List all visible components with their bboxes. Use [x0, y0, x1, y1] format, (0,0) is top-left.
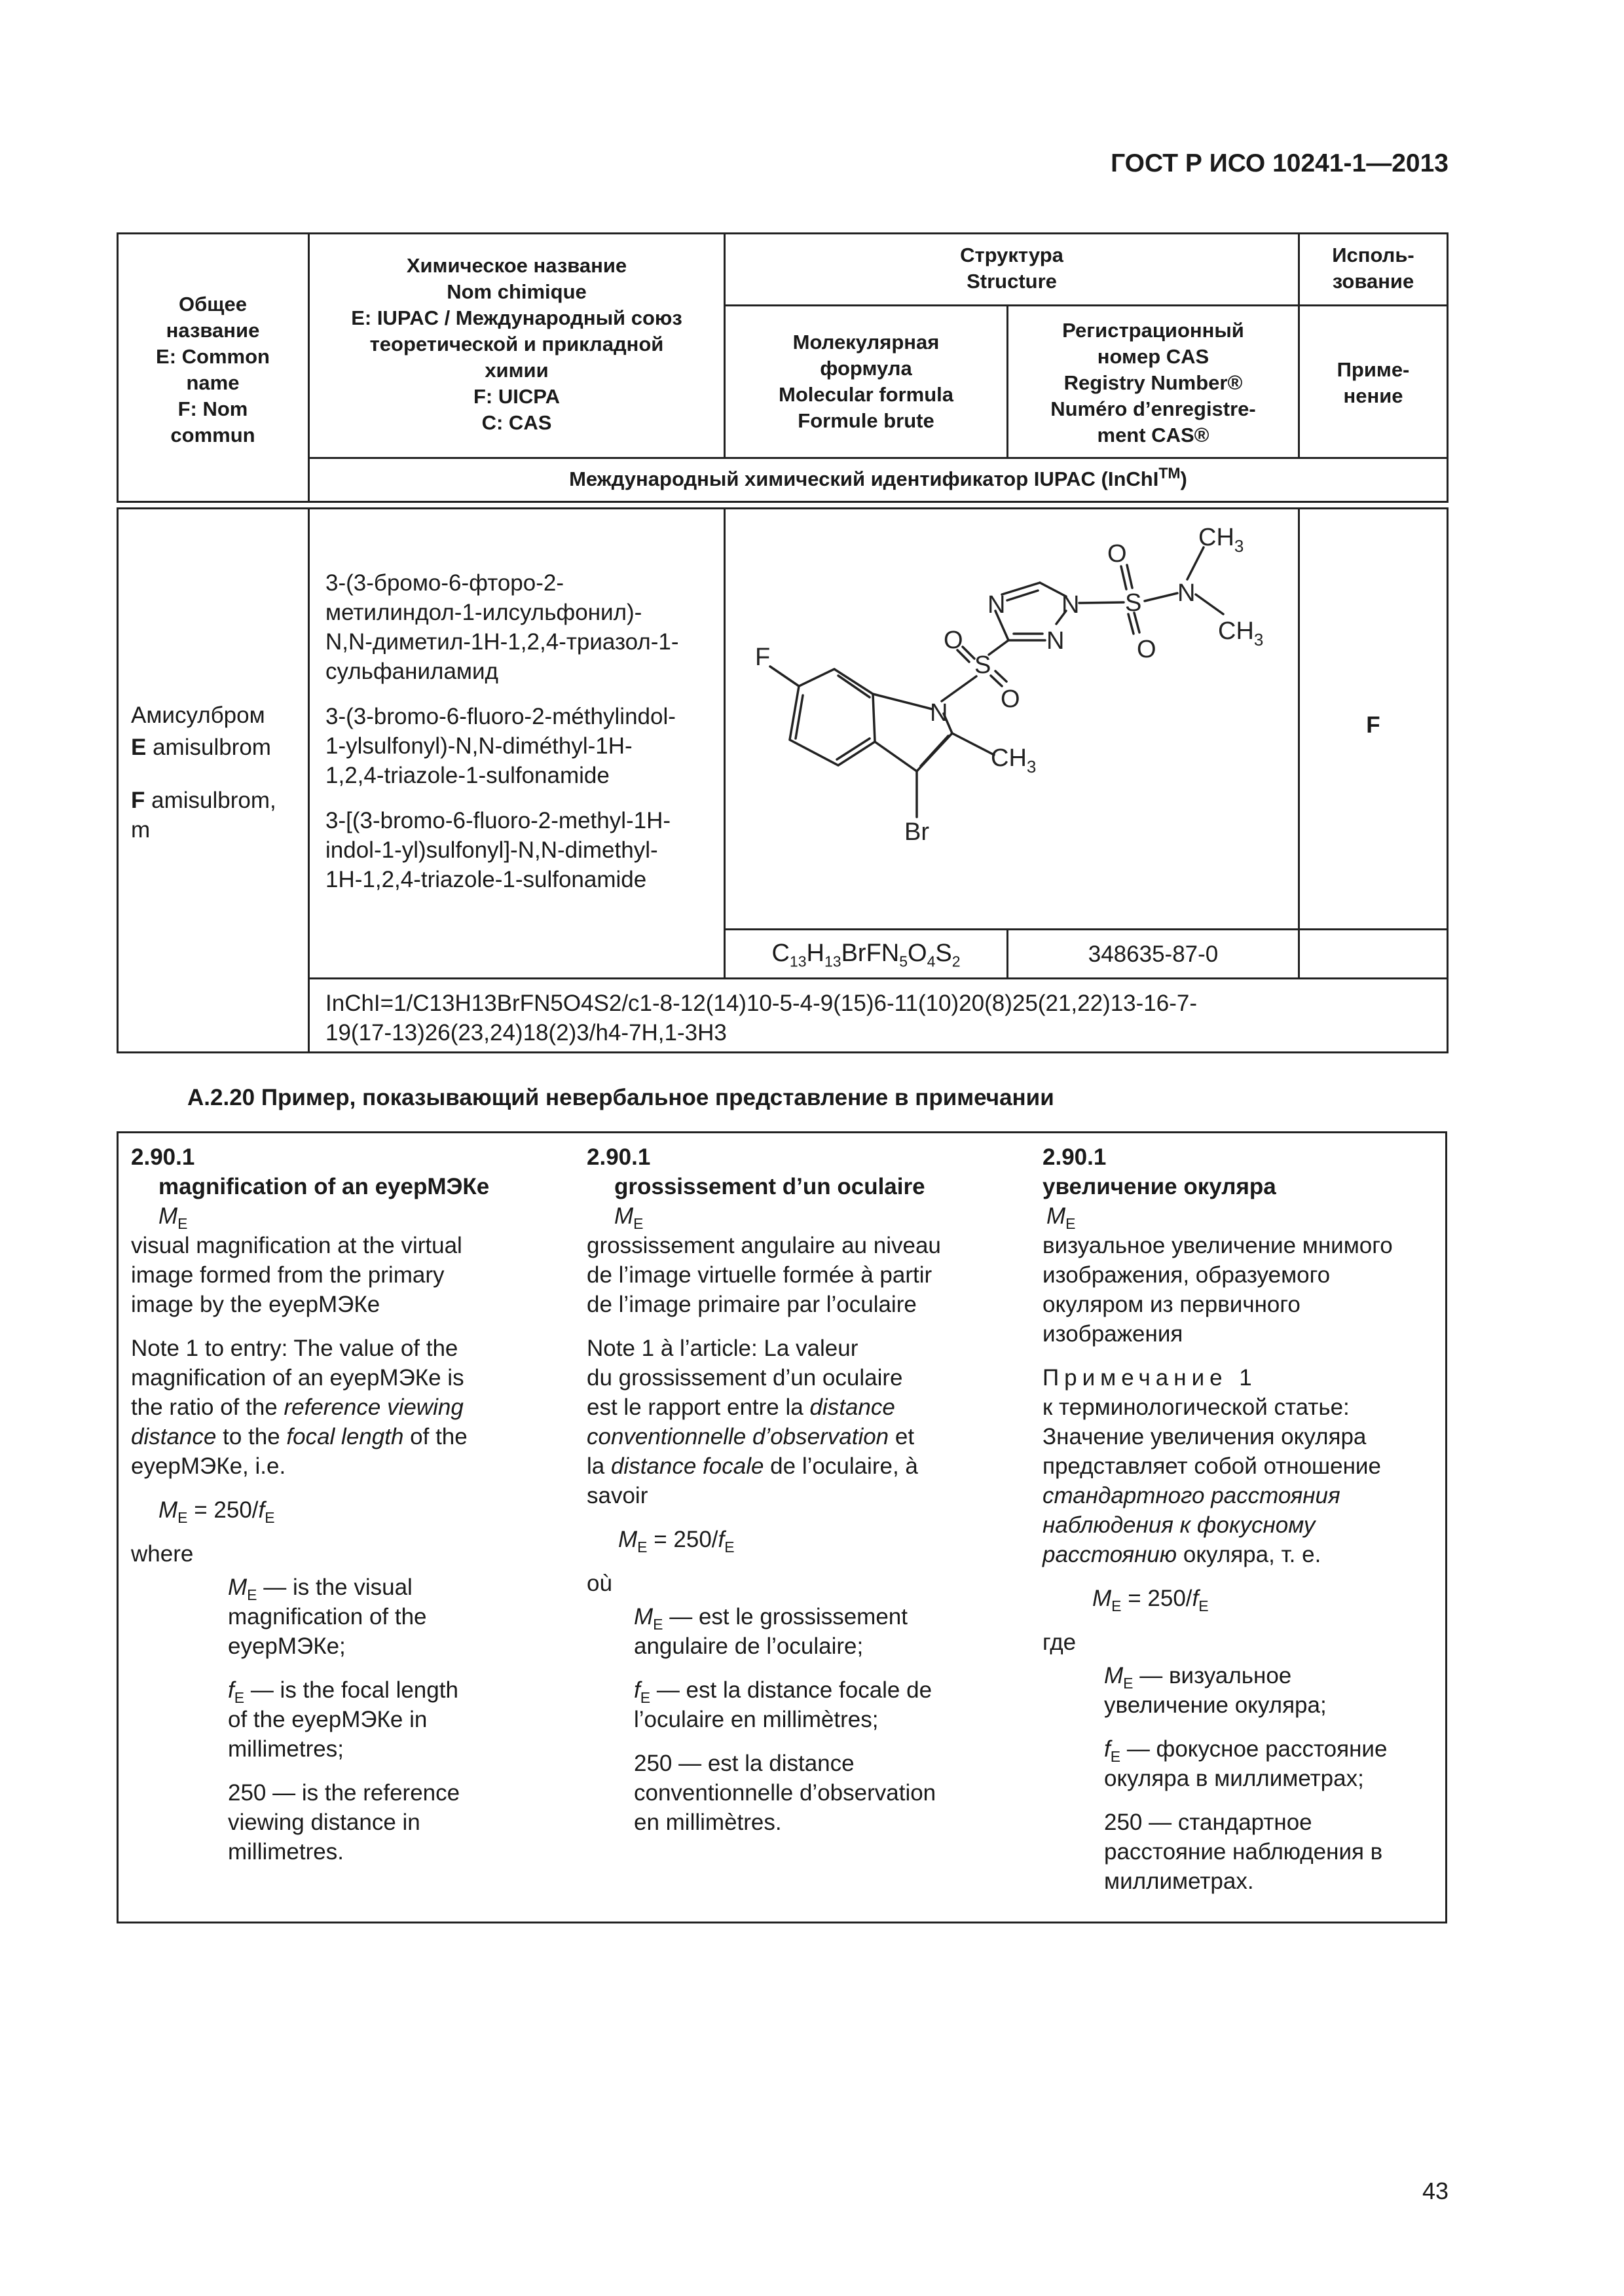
note-line: magnification of an eyepМЭКe is — [131, 1365, 464, 1391]
def-line: visual magnification at the virtual — [131, 1233, 462, 1258]
item-line: viewing distance in — [228, 1810, 420, 1835]
label-ch3-right: $CH_3$ — [1218, 617, 1264, 649]
label-o-mid2: O — [1001, 685, 1020, 713]
entry-symbol: $M_E$ — [158, 1203, 188, 1232]
header-line: Исполь- — [1332, 244, 1414, 266]
def-line: grossissement angulaire au niveau — [587, 1233, 941, 1258]
header-line: Registry Number® — [1063, 371, 1243, 394]
entry-number: 2.90.1 — [131, 1144, 195, 1170]
header-line: теоретической и прикладной — [369, 333, 664, 355]
common-name-fr — [131, 786, 303, 815]
item-line: millimetres. — [228, 1839, 344, 1865]
note-italic: focal length — [286, 1424, 404, 1449]
common-name-ru: Амисулбром — [131, 702, 265, 728]
label-s-top: S — [1125, 589, 1142, 617]
header-line: Numéro d’enregistre- — [1050, 397, 1256, 420]
name-line: 3-(3-bromo-6-fluoro-2-méthylindol- — [325, 704, 676, 729]
header-line: Химическое название — [406, 254, 627, 277]
name-line: 1-ylsulfonyl)-N,N-diméthyl-1H- — [325, 733, 633, 759]
entry-number: 2.90.1 — [1043, 1144, 1107, 1170]
entry-symbol: $M_E$ — [1046, 1203, 1076, 1232]
column-ru — [1043, 1142, 1442, 1896]
note-line: к терминологической статье: — [1043, 1394, 1350, 1420]
name-line: 3-(3-бромо-6-фторо-2- — [325, 570, 564, 596]
usage-cell: F — [1366, 712, 1380, 738]
entry-term: увеличение окуляра — [1043, 1174, 1276, 1199]
def-line: de l’image virtuelle formée à partir — [587, 1262, 932, 1288]
def-line: изображения, образуемого — [1043, 1262, 1331, 1288]
entry-definition — [131, 1231, 550, 1319]
lang-prefix: F — [131, 788, 145, 813]
note-line: представляет собой отношение — [1043, 1453, 1381, 1479]
label-n-tri-left: N — [987, 591, 1006, 619]
where-item: $M_E$ — визуальное увеличение окуляра; — [1104, 1663, 1327, 1718]
where-item — [1043, 1808, 1442, 1896]
chemical-name-en — [325, 806, 718, 894]
item-line: eyepМЭКe; — [228, 1633, 346, 1659]
label-f: F — [755, 644, 771, 671]
header-line: Регистрационный — [1062, 319, 1244, 342]
note-line: est le rapport entre la — [587, 1394, 810, 1420]
label-br: Br — [904, 818, 929, 846]
note-italic: расстоянию — [1043, 1542, 1177, 1567]
entry-symbol: $M_E$ — [614, 1203, 644, 1232]
section-title: А.2.20 Пример, показывающий невербальное представление в примечании — [187, 1085, 1054, 1110]
entry-note — [131, 1334, 550, 1481]
header-line: E: Common — [156, 345, 270, 368]
where-label: où — [587, 1571, 612, 1596]
chemical-names-cell — [325, 568, 718, 910]
entry-note — [587, 1334, 1019, 1510]
note-italic: distance — [809, 1394, 895, 1420]
note-italic: distance focale — [610, 1453, 764, 1479]
header-molecular-formula — [726, 329, 1006, 434]
header-line: F: UICPA — [473, 385, 561, 408]
item-line: 250 — стандартное — [1104, 1810, 1312, 1835]
note-italic: distance — [131, 1424, 217, 1449]
cas-cell: 348635-87-0 — [1088, 941, 1219, 967]
label-ch3-indole: $CH_3$ — [991, 744, 1037, 776]
where-item: $M_E$ — is the visual magnification of the eyepМЭКe; — [228, 1575, 427, 1659]
page-number: 43 — [1422, 2178, 1449, 2204]
where-item — [587, 1749, 1019, 1837]
note-line: Note 1 à l’article: La valeur — [587, 1336, 858, 1361]
item-line: angulaire de l’oculaire; — [634, 1633, 864, 1659]
where-item: $f_E$ — est la distance focale de l’oculaire en millimètres; — [634, 1677, 932, 1732]
header-line: зование — [1332, 270, 1414, 293]
header-inchi-end: ) — [1180, 467, 1187, 490]
item-line: — is the visual — [263, 1575, 413, 1600]
entry-formula: $M_E = 250/f_E$ — [618, 1527, 735, 1556]
note-italic: наблюдения к фокусному — [1043, 1512, 1316, 1538]
header-line: Общее — [179, 293, 247, 316]
entry-number: 2.90.1 — [587, 1144, 651, 1170]
item-line: окуляра в миллиметрах; — [1104, 1766, 1364, 1791]
label-n-tri-bottom: N — [1046, 627, 1065, 655]
header-cas-number — [1008, 318, 1298, 448]
def-line: de l’image primaire par l’oculaire — [587, 1292, 917, 1317]
name-line: 3-[(3-bromo-6-fluoro-2-methyl-1H- — [325, 808, 671, 833]
where-label: where — [131, 1541, 194, 1567]
name-line: 1H-1,2,4-triazole-1-sulfonamide — [325, 867, 647, 892]
item-line: — est le grossissement — [669, 1604, 908, 1630]
note-italic: conventionnelle d’observation — [587, 1424, 889, 1449]
where-label: где — [1043, 1630, 1077, 1655]
note-line: de l’oculaire, à — [764, 1453, 918, 1479]
item-line: миллиметрах. — [1104, 1868, 1254, 1894]
document-header: ГОСТ Р ИСО 10241-1—2013 — [1111, 149, 1449, 177]
column-fr — [587, 1142, 1019, 1837]
note-italic: стандартного расстояния — [1043, 1483, 1340, 1508]
common-name-en-text: amisulbrom — [146, 735, 271, 760]
note-line: eyepМЭКe, i.e. — [131, 1453, 286, 1479]
label-n-indole: N — [930, 699, 948, 727]
note-line: la — [587, 1453, 611, 1479]
header-line: F: Nom — [177, 397, 248, 420]
header-line: Приме- — [1337, 358, 1410, 381]
note-italic: reference viewing — [284, 1394, 464, 1420]
item-line: расстояние наблюдения в — [1104, 1839, 1383, 1865]
header-structure — [726, 242, 1298, 295]
def-line: изображения — [1043, 1321, 1183, 1347]
item-line: — est la distance focale de — [656, 1677, 932, 1703]
item-line: millimetres; — [228, 1736, 344, 1762]
note-head: Примечание 1 — [1043, 1365, 1257, 1391]
item-line: of the eyepМЭКe in — [228, 1707, 428, 1732]
inchi-cell — [325, 989, 1439, 1048]
column-en — [131, 1142, 550, 1867]
def-line: image by the eyepМЭКe — [131, 1292, 380, 1317]
label-n-amine: N — [1177, 579, 1196, 607]
item-line: — is the focal length — [250, 1677, 458, 1703]
header-line: Nom chimique — [447, 280, 587, 303]
header-inchi-text: Международный химический идентификатор IUPAC (InChI — [569, 467, 1159, 490]
def-line: окуляром из первичного — [1043, 1292, 1301, 1317]
header-inchi — [310, 466, 1447, 492]
header-line: название — [166, 319, 260, 342]
chemical-name-ru — [325, 568, 718, 686]
item-line: увеличение окуляра; — [1104, 1692, 1327, 1718]
header-line: ment CAS® — [1097, 424, 1209, 446]
where-item: $f_E$ — is the focal length of the eyepМЭКe in millimetres; — [228, 1677, 458, 1762]
gender-mark: m — [131, 817, 151, 843]
header-line: формула — [820, 357, 912, 380]
header-line: E: IUPAC / Международный союз — [351, 306, 682, 329]
item-line: l’oculaire en millimètres; — [634, 1707, 879, 1732]
formula-cell: $C_{13}H_{13}BrFN_5O_4S_2$ — [771, 939, 961, 970]
item-line: — визуальное — [1139, 1663, 1292, 1688]
note-line: et — [889, 1424, 915, 1449]
def-line: image formed from the primary — [131, 1262, 445, 1288]
item-line: 250 — est la distance — [634, 1751, 855, 1776]
lang-prefix: E — [131, 735, 147, 760]
header-line: C: CAS — [481, 411, 552, 434]
item-line: en millimètres. — [634, 1810, 782, 1835]
inchi-line: InChI=1/C13H13BrFN5O4S2/c1-8-12(14)10-5-4-9(15)6-11(10)20(8)25(21,22)13-16-7- — [325, 991, 1198, 1016]
label-o-bottom: O — [1137, 636, 1156, 663]
chemical-structure-diagram — [726, 509, 1298, 928]
label-n-tri-right: N — [1061, 591, 1080, 619]
header-line: Molecular formula — [779, 383, 953, 406]
name-line: сульфаниламид — [325, 659, 498, 684]
header-line: нение — [1343, 384, 1403, 407]
def-line: визуальное увеличение мнимого — [1043, 1233, 1393, 1258]
note-line: the ratio of the — [131, 1394, 284, 1420]
common-name-en — [131, 733, 303, 762]
note-line: Значение увеличения окуляра — [1043, 1424, 1367, 1449]
label-s-mid: S — [974, 651, 991, 679]
where-item: $M_E$ — est le grossissement angulaire de l’oculaire; — [634, 1604, 908, 1659]
header-line: name — [186, 371, 240, 394]
chemical-name-fr — [325, 702, 718, 790]
name-line: 1,2,4-triazole-1-sulfonamide — [325, 763, 610, 788]
item-line: magnification of the — [228, 1604, 427, 1630]
header-chemical-name — [310, 253, 724, 436]
header-common-name — [118, 291, 308, 448]
header-line: Structure — [967, 270, 1057, 293]
name-line: indol-1-yl)sulfonyl]-N,N-dimethyl- — [325, 837, 658, 863]
header-line: Молекулярная — [792, 331, 940, 354]
header-inchi-sup: TM — [1158, 464, 1181, 482]
label-o-mid: O — [944, 627, 963, 654]
name-line: N,N-диметил-1H-1,2,4-триазол-1- — [325, 629, 679, 655]
entry-definition — [1043, 1231, 1442, 1349]
note-line: Note 1 to entry: The value of the — [131, 1336, 458, 1361]
entry-formula: $M_E = 250/f_E$ — [158, 1497, 275, 1526]
where-item — [131, 1778, 550, 1867]
common-name-fr-text: amisulbrom, — [145, 788, 276, 813]
inchi-line: 19(17-13)26(23,24)18(2)3/h4-7H,1-3H3 — [325, 1020, 727, 1046]
entry-formula: $M_E = 250/f_E$ — [1092, 1586, 1209, 1614]
header-line: commun — [170, 424, 255, 446]
header-usage — [1300, 242, 1447, 295]
note-line: окуляра, т. е. — [1177, 1542, 1321, 1567]
item-line: conventionnelle d’observation — [634, 1780, 936, 1806]
entry-term: grossissement d’un oculaire — [614, 1174, 925, 1199]
entry-term: magnification of an eyepМЭКe — [158, 1174, 490, 1199]
note-line: to the — [216, 1424, 287, 1449]
where-item: $f_E$ — фокусное расстояние окуляра в миллиметрах; — [1104, 1736, 1388, 1791]
label-o-top: O — [1107, 540, 1127, 568]
note-line: of the — [403, 1424, 468, 1449]
name-line: метилиндол-1-илсульфонил)- — [325, 600, 642, 625]
header-line: химии — [485, 359, 549, 382]
header-application — [1300, 357, 1447, 409]
item-line: 250 — is the reference — [228, 1780, 460, 1806]
header-line: Formule brute — [798, 409, 934, 432]
note-line: savoir — [587, 1483, 648, 1508]
entry-note — [1043, 1363, 1442, 1569]
note-line: du grossissement d’un oculaire — [587, 1365, 903, 1391]
header-line: Структура — [960, 244, 1063, 266]
header-line: номер CAS — [1097, 345, 1209, 368]
entry-definition — [587, 1231, 1019, 1319]
common-names-cell — [131, 701, 303, 845]
label-ch3-top: $CH_3$ — [1198, 524, 1244, 556]
item-line: — фокусное расстояние — [1126, 1736, 1388, 1762]
